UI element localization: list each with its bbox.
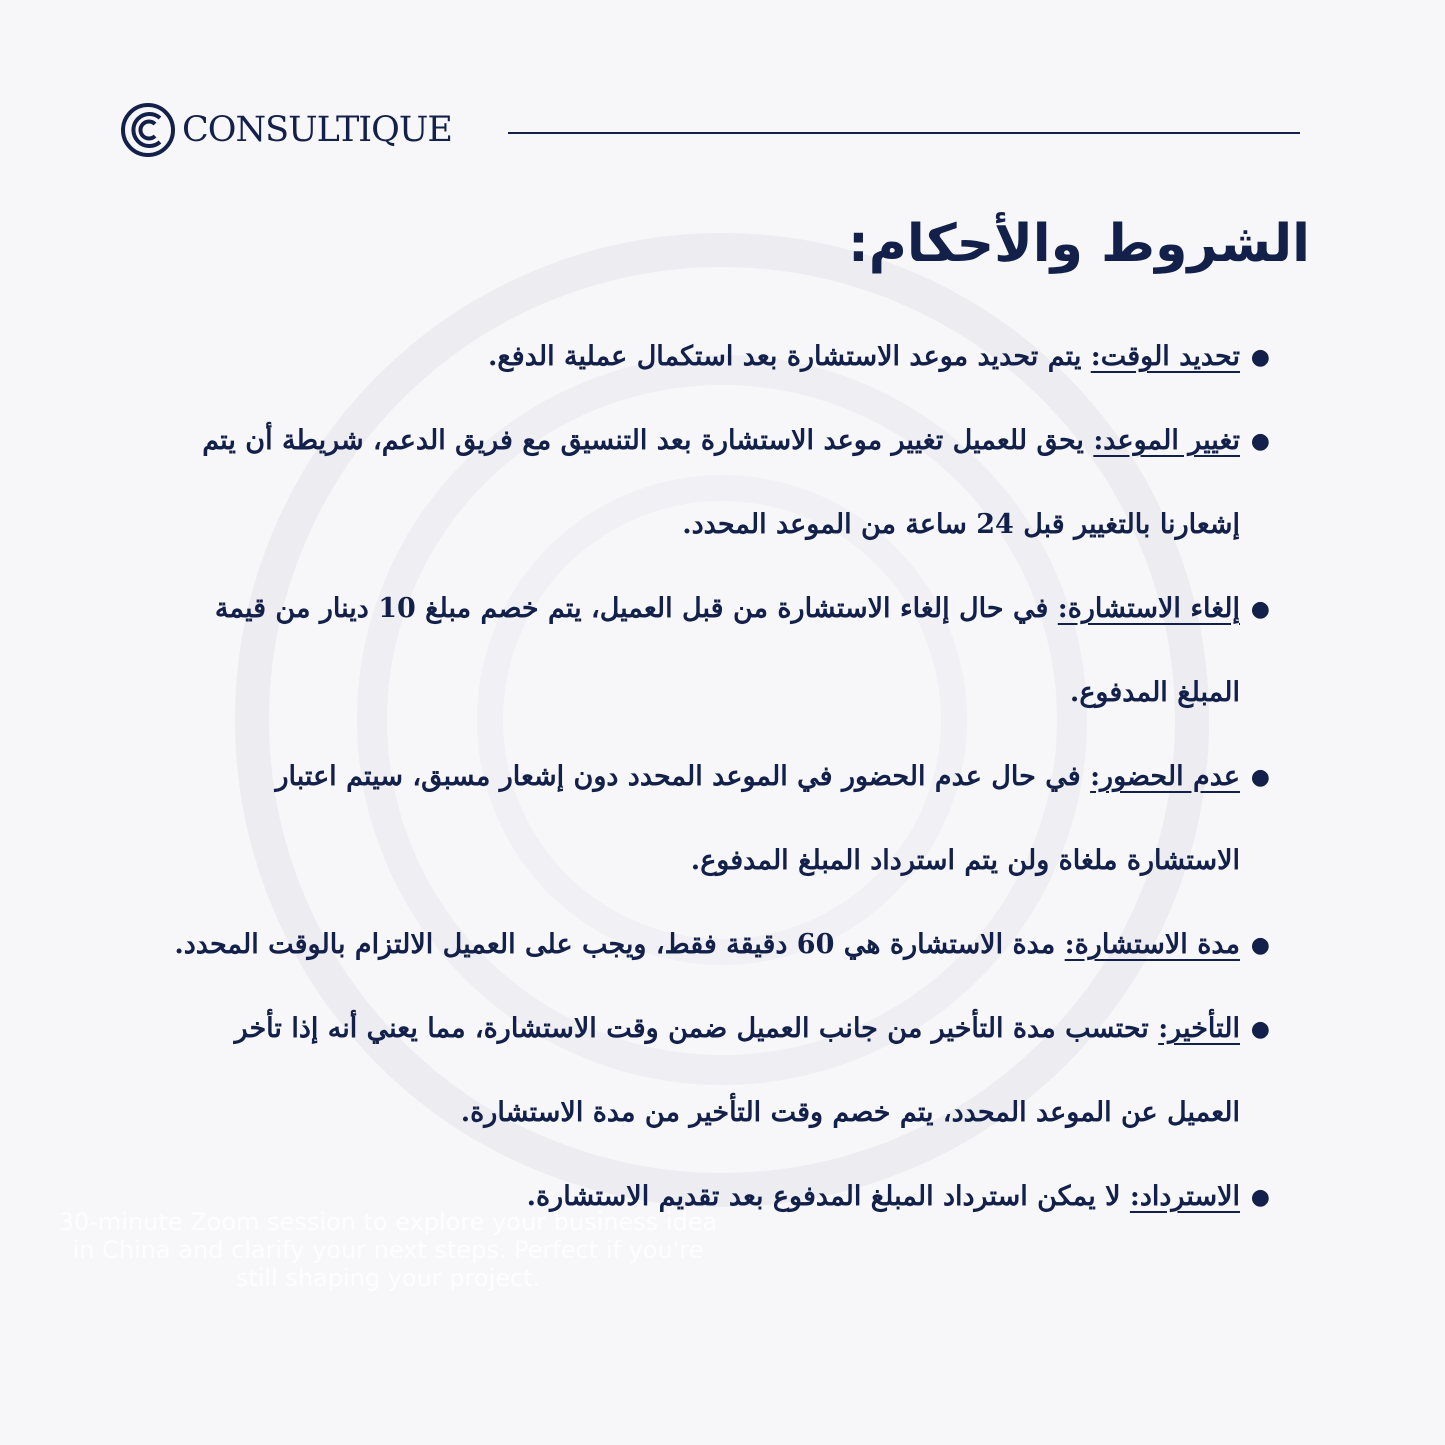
bullet-icon: ● [1250,596,1270,622]
overlay-caption: 30-minute Zoom session to explore your business idea in China and clarify your next steps. Perfect if you're still shaping your project. [58,1208,718,1292]
term-text: يتم تحديد موعد الاستشارة بعد استكمال عملية الدفع. [488,341,1091,372]
list-item [160,735,1270,903]
term-text: في حال إلغاء الاستشارة من قبل العميل، يتم خصم مبلغ 10 دينار من قيمة المبلغ المدفوع. [214,593,1240,708]
term-label: التأخير: [1158,1013,1240,1044]
terms-list [160,315,1270,1239]
term-label: تغيير الموعد: [1093,425,1240,456]
bullet-icon: ● [1250,764,1270,790]
term-text: لا يمكن استرداد المبلغ المدفوع بعد تقديم الاستشارة. [526,1181,1130,1212]
term-text: مدة الاستشارة هي 60 دقيقة فقط، ويجب على العميل الالتزام بالوقت المحدد. [174,929,1065,960]
header-divider [508,132,1300,134]
term-label: إلغاء الاستشارة: [1057,593,1240,624]
bullet-icon: ● [1250,1184,1270,1210]
brand-name: CONSULTIQUE [182,110,452,150]
term-text: تحتسب مدة التأخير من جانب العميل ضمن وقت الاستشارة، مما يعني أنه إذا تأخر العميل عن الموعد المحدد، يتم خصم وقت التأخير من مدة الاستشارة. [234,1013,1240,1128]
bullet-icon: ● [1250,428,1270,454]
page-title: الشروط والأحكام: [847,214,1310,274]
list-item [160,987,1270,1155]
term-text: في حال عدم الحضور في الموعد المحدد دون إشعار مسبق، سيتم اعتبار الاستشارة ملغاة ولن يتم استرداد المبلغ المدفوع. [275,761,1240,876]
list-item [160,399,1270,567]
term-label: الاسترداد: [1129,1181,1240,1212]
term-label: مدة الاستشارة: [1064,929,1240,960]
term-text: يحق للعميل تغيير موعد الاستشارة بعد التنسيق مع فريق الدعم، شريطة أن يتم إشعارنا بالتغيير قبل 24 ساعة من الموعد المحدد. [202,425,1240,540]
list-item [160,903,1270,987]
consultique-logo-icon [120,102,176,158]
list-item [160,567,1270,735]
header [120,100,1300,170]
list-item [160,315,1270,399]
term-label: عدم الحضور: [1090,761,1240,792]
bullet-icon: ● [1250,932,1270,958]
term-label: تحديد الوقت: [1090,341,1240,372]
bullet-icon: ● [1250,1016,1270,1042]
bullet-icon: ● [1250,344,1270,370]
